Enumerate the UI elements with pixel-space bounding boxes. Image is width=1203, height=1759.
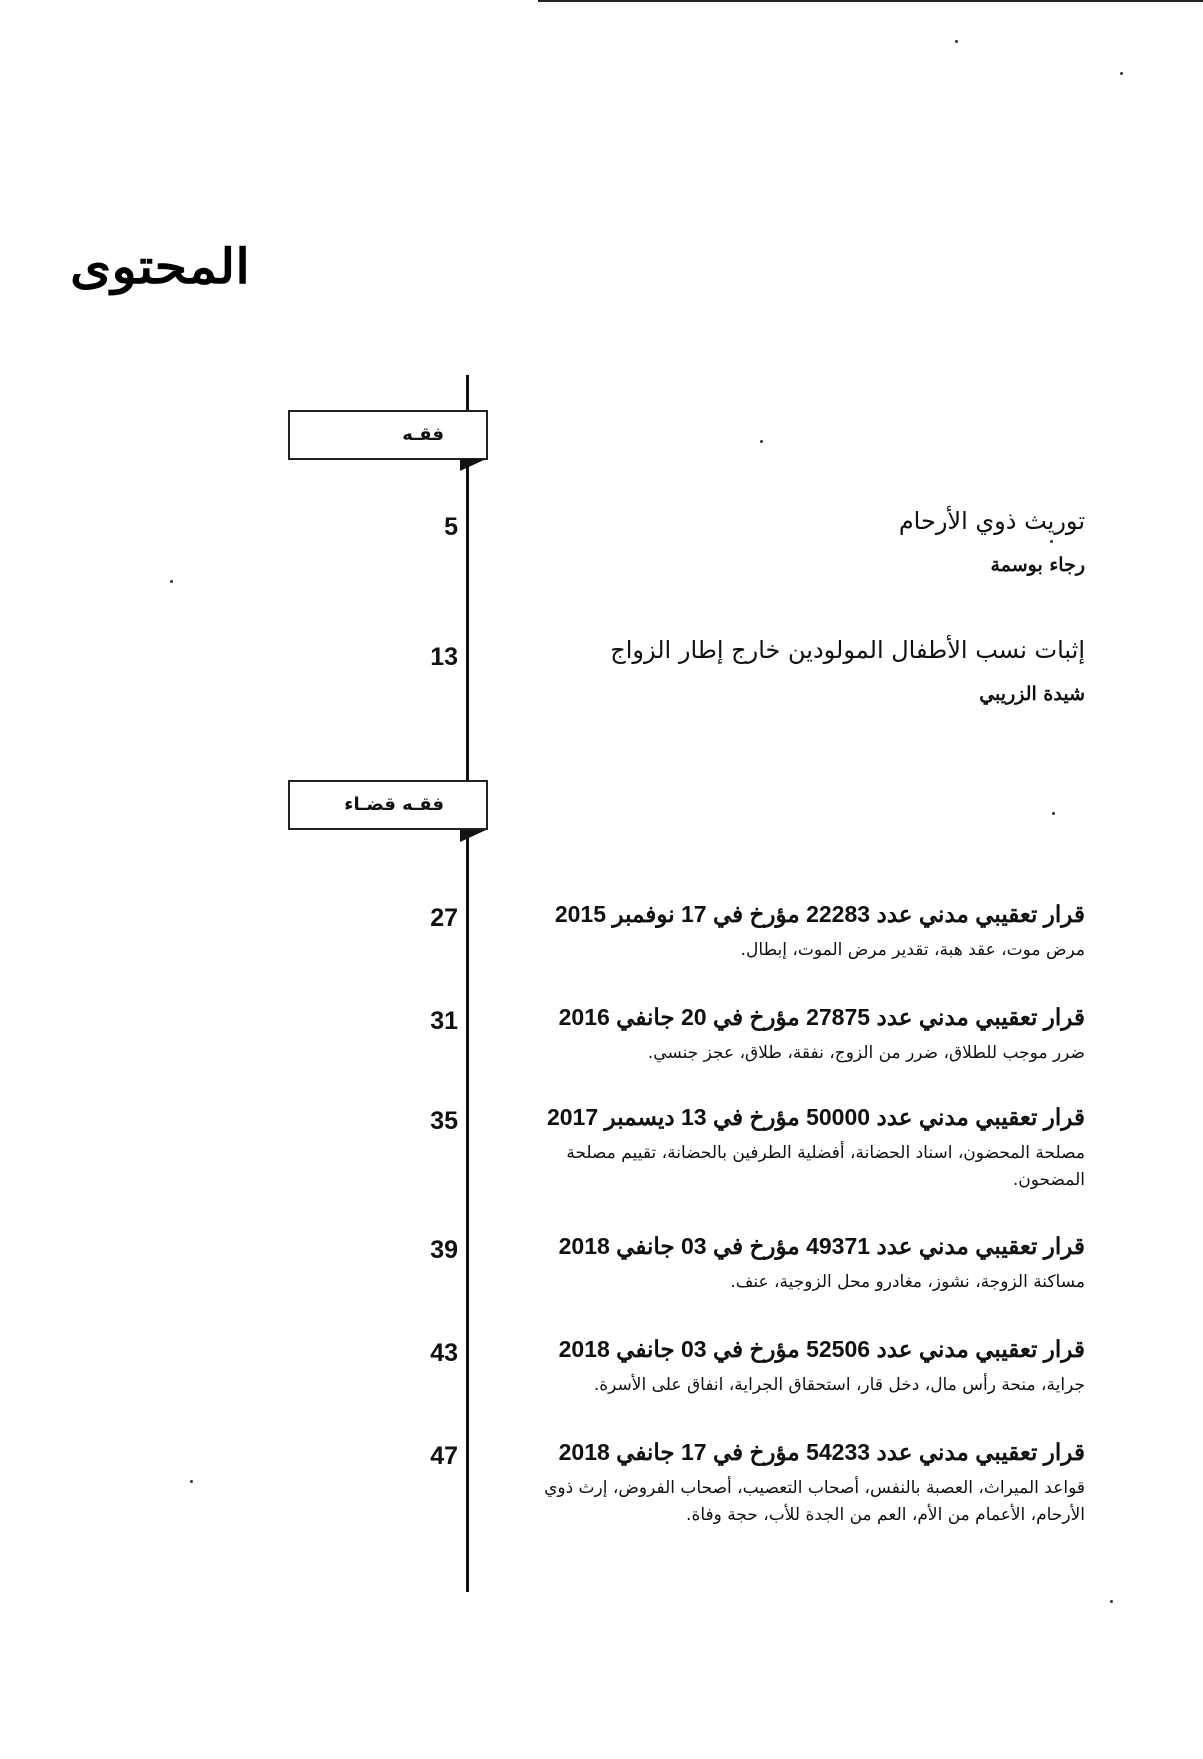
article-author: شيدة الزريبي <box>979 683 1085 705</box>
page-number: 35 <box>430 1107 458 1135</box>
scan-speck <box>1050 540 1053 543</box>
ruling-keywords: مصلحة المحضون، اسناد الحضانة، أفضلية الطرفين بالحضانة، تقييم مصلحة المضحون. <box>566 1143 1085 1190</box>
ruling-entry <box>525 1100 1085 1194</box>
article-entry <box>610 633 1085 709</box>
page-title: المحتوى <box>70 239 250 295</box>
scan-speck <box>190 1480 193 1483</box>
ruling-keywords: قواعد الميراث، العصبة بالنفس، أصحاب التعصيب، أصحاب الفروض، إرث ذوي الأرحام، الأعمام من الأم، العم من الجدة للأب، حجة وفاة. <box>544 1478 1085 1525</box>
section-header-doctrine: فقـه <box>288 410 488 460</box>
ruling-title: قرار تعقيبي مدني عدد 22283 مؤرخ في 17 نوفمبر 2015 <box>554 901 1085 927</box>
section-flag-icon <box>460 459 486 471</box>
page-number: 13 <box>430 643 458 671</box>
ruling-keywords: مساكنة الزوجة، نشوز، مغادرو محل الزوجية، عنف. <box>730 1272 1085 1292</box>
scan-speck <box>760 440 763 443</box>
ruling-keywords: ضرر موجب للطلاق، ضرر من الزوج، نفقة، طلاق، عجز جنسي. <box>647 1043 1085 1063</box>
ruling-keywords: مرض موت، عقد هبة، تقدير مرض الموت، إبطال. <box>740 940 1085 960</box>
ruling-entry <box>525 897 1085 964</box>
ruling-title: قرار تعقيبي مدني عدد 49371 مؤرخ في 03 جانفي 2018 <box>558 1233 1085 1259</box>
page-number: 5 <box>444 513 458 541</box>
page-number: 43 <box>430 1339 458 1367</box>
page-number: 39 <box>430 1236 458 1264</box>
page-number: 31 <box>430 1007 458 1035</box>
ruling-keywords: جراية، منحة رأس مال، دخل قار، استحقاق الجراية، انفاق على الأسرة. <box>593 1375 1085 1395</box>
ruling-title: قرار تعقيبي مدني عدد 50000 مؤرخ في 13 ديسمبر 2017 <box>546 1104 1085 1130</box>
section-flag-icon <box>460 830 486 842</box>
scan-speck <box>170 580 173 583</box>
timeline-spine <box>466 375 469 1592</box>
ruling-entry <box>525 1000 1085 1067</box>
top-rule <box>538 0 1203 2</box>
scan-speck <box>955 40 958 43</box>
ruling-entry <box>525 1435 1085 1529</box>
ruling-entry <box>525 1229 1085 1296</box>
page-number: 47 <box>430 1442 458 1470</box>
scan-speck <box>1110 1600 1113 1603</box>
section-header-jurisprudence: فقـه قضـاء <box>288 780 488 830</box>
article-title: إثبات نسب الأطفال المولودين خارج إطار الزواج <box>610 636 1085 664</box>
article-author: رجاء بوسمة <box>990 554 1085 576</box>
ruling-title: قرار تعقيبي مدني عدد 52506 مؤرخ في 03 جانفي 2018 <box>558 1336 1085 1362</box>
page-number: 27 <box>430 904 458 932</box>
ruling-title: قرار تعقيبي مدني عدد 54233 مؤرخ في 17 جانفي 2018 <box>558 1439 1085 1465</box>
ruling-entry <box>525 1332 1085 1399</box>
scan-speck <box>1052 812 1055 815</box>
article-entry <box>899 504 1085 580</box>
article-title: توريث ذوي الأرحام <box>898 507 1085 535</box>
ruling-title: قرار تعقيبي مدني عدد 27875 مؤرخ في 20 جانفي 2016 <box>558 1004 1085 1030</box>
scan-speck <box>1120 72 1123 75</box>
